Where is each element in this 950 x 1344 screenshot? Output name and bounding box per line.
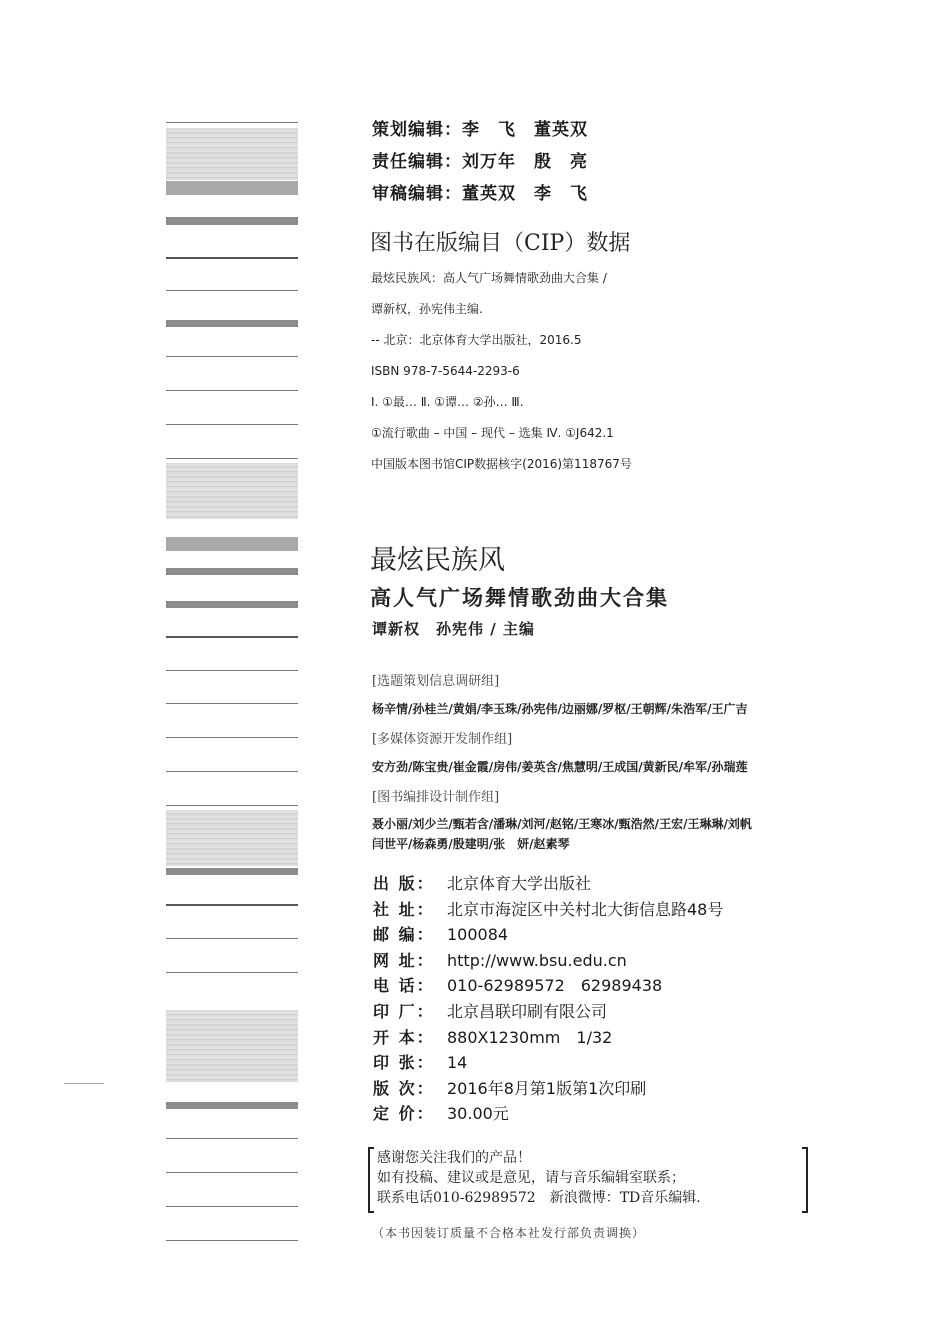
pub-row: 印 张： 14 [373,1053,468,1073]
publication-info [373,871,723,1127]
team-heading: [图书编排设计制作组] [372,790,500,805]
cip-line: 谭新权，孙宪伟主编. [371,302,483,316]
cip-data [371,268,632,485]
bracket-right [802,1147,808,1213]
notice-line: 感谢您关注我们的产品！ [377,1150,531,1166]
notice-line: 如有投稿、建议或是意见，请与音乐编辑室联系； [377,1170,685,1186]
cip-line: ①流行歌曲 – 中国 – 现代 – 选集 Ⅳ. ①J642.1 [371,426,614,440]
notice-line: 联系电话010-62989572 新浪微博：TD音乐编辑. [377,1190,701,1206]
editor-row: 责任编辑：刘万年 殷 亮 [372,152,588,172]
cip-line: 最炫民族风：高人气广场舞情歌劲曲大合集 / [371,271,607,285]
team-heading: [选题策划信息调研组] [372,674,500,689]
pub-row: 印 厂： 北京昌联印刷有限公司 [373,1001,608,1021]
contact-notice [368,1145,808,1215]
team-heading: [多媒体资源开发制作组] [372,732,513,747]
pub-row: 出 版： 北京体育大学出版社 [373,874,592,893]
cip-line: -- 北京：北京体育大学出版社，2016.5 [371,333,582,347]
pub-row: 邮 编： 100084 [373,925,509,945]
footnote: （本书因装订质量不合格本社发行部负责调换） [372,1226,646,1240]
book-subtitle: 高人气广场舞情歌劲曲大合集 [370,586,669,610]
pub-row: 电 话： 010-62989572 62989438 [373,976,663,996]
cip-line: 中国版本图书馆CIP数据核字(2016)第118767号 [371,457,632,471]
pub-row: 版 次： 2016年8月第1版第1次印刷 [373,1078,647,1098]
pub-row: 开 本： 880X1230mm 1/32 [373,1027,613,1047]
book-editors: 谭新权 孙宪伟 / 主编 [372,620,535,638]
cip-line: Ⅰ. ①最… Ⅱ. ①谭… ②孙… Ⅲ. [371,395,524,409]
cip-title: 图书在版编目（CIP）数据 [370,231,631,256]
team-members: 杨辛情/孙桂兰/黄娟/李玉珠/孙宪伟/边丽娜/罗枢/王朝辉/朱浩军/王广吉 [372,702,748,716]
team-members: 闫世平/杨森勇/殷建明/张 妍/赵素琴 [372,837,570,851]
pub-row: 定 价： 30.00元 [373,1104,509,1124]
editor-row: 策划编辑：李 飞 董英双 [372,120,588,140]
book-title: 最炫民族风 [370,545,505,576]
editors-block [372,114,588,210]
pub-row: 网 址： http://www.bsu.edu.cn [373,950,627,970]
stray-mark [64,1083,104,1084]
cip-line: ISBN 978-7-5644-2293-6 [371,364,520,378]
editor-row: 审稿编辑：董英双 李 飞 [372,184,588,204]
team-members: 安方劲/陈宝贵/崔金霞/房伟/姜英含/焦慧明/王成国/黄新民/牟军/孙瑞莲 [372,760,748,774]
pub-row: 社 址： 北京市海淀区中关村北大街信息路48号 [373,899,724,919]
team-members: 聂小丽/刘少兰/甄若含/潘琳/刘河/赵铭/王寒冰/甄浩然/王宏/王琳琳/刘帆 [372,817,752,831]
bracket-left [368,1147,374,1213]
